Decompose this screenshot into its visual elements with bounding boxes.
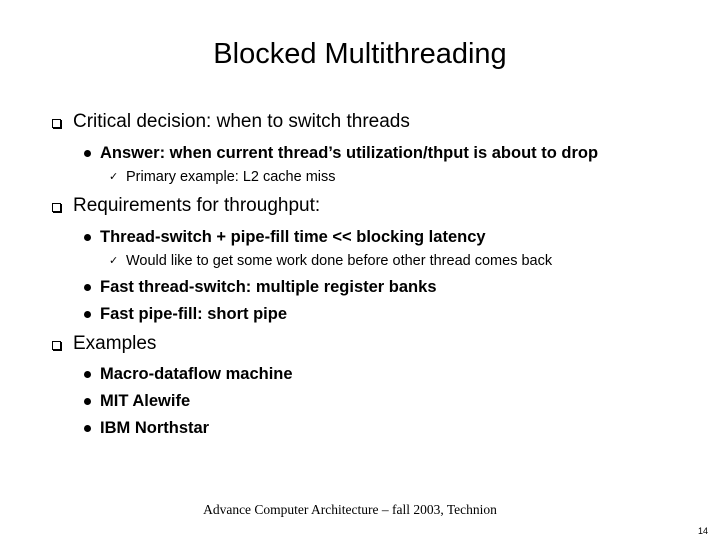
round-bullet-icon <box>84 311 91 318</box>
page-number: 14 <box>697 526 708 536</box>
check-icon: ✓ <box>109 254 119 267</box>
slide-footer: Advance Computer Architecture – fall 2003, Technion <box>203 502 497 517</box>
check-item-work-done: Would like to get some work done before other thread comes back <box>126 253 553 269</box>
bullet-examples: Examples <box>73 333 157 354</box>
bullet-critical-decision: Critical decision: when to switch threads <box>73 111 410 132</box>
example-ibm-northstar: IBM Northstar <box>100 419 210 437</box>
square-bullet-icon <box>52 203 61 212</box>
round-bullet-icon <box>84 284 91 291</box>
square-bullet-icon <box>52 341 61 350</box>
round-bullet-icon <box>84 371 91 378</box>
slide-title: Blocked Multithreading <box>213 38 507 70</box>
check-item-l2-cache-miss: Primary example: L2 cache miss <box>126 169 336 185</box>
round-bullet-icon <box>84 150 91 157</box>
sub-bullet-thread-switch: Thread-switch + pipe-fill time << blocking latency <box>100 228 486 246</box>
sub-bullet-fast-thread-switch: Fast thread-switch: multiple register banks <box>100 278 437 296</box>
sub-bullet-answer: Answer: when current thread’s utilization/thput is about to drop <box>100 144 599 162</box>
bullet-requirements: Requirements for throughput: <box>73 195 321 216</box>
example-macro-dataflow: Macro-dataflow machine <box>100 365 293 383</box>
sub-bullet-fast-pipe-fill: Fast pipe-fill: short pipe <box>100 305 288 323</box>
example-mit-alewife: MIT Alewife <box>100 392 191 410</box>
round-bullet-icon <box>84 234 91 241</box>
check-icon: ✓ <box>109 170 119 183</box>
round-bullet-icon <box>84 425 91 432</box>
round-bullet-icon <box>84 398 91 405</box>
square-bullet-icon <box>52 119 61 128</box>
